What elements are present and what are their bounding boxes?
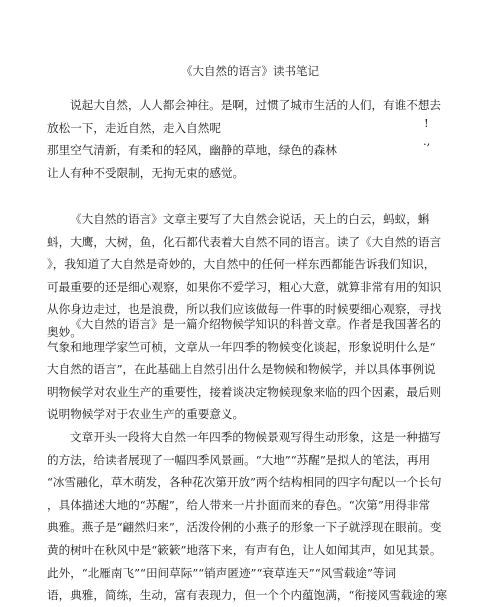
paragraph-line: 放松一下，走近自然，走入自然呢 [47,120,221,135]
paragraph-line: 典雅。燕子是“翩然归来”，活泼伶俐的小燕子的形象一下子就浮现在眼前。变 [47,520,442,535]
paragraph-line: 从你身边走过，也是浪费，所以我们应该做每一件事的时候要细心观察，寻找 [47,302,442,317]
paragraph-line: 文章开头一段将大自然一年四季的物候景观写得生动形象，这是一种描写 [70,430,442,444]
paragraph-3 [47,313,457,426]
paragraph-line: 《大自然的语言》文章主要写了大自然会说话，天上的白云，蚂蚁，蝌 [70,212,430,226]
paragraph-line: “冰雪融化，草木萌发，各种花次第开放”两个结构相同的四字句配以一个长句 [47,475,442,490]
document-title: 《大自然的语言》读书笔记 [181,64,319,78]
paragraph-line: 的方法，给读者展现了一幅四季风景画。“大地”“苏醒”是拟人的笔法，再用 [47,452,431,467]
paragraph-line: 让人有种不受限制，无拘无束的感觉。 [47,165,245,180]
paragraph-line: 气象和地理学家竺可桢，文章从一年四季的物候变化谈起，形象说明什么是“ [47,339,436,354]
paragraph-line: 奥妙。 [47,324,82,339]
paragraph-line: 》，我知道了大自然是奇妙的，大自然中的任何一样东西都能告诉我们知识， [47,257,436,272]
paragraph-line: 明物候学对农业生产的重要性，接着谈决定物候现象来临的四个因素，最后则 [47,384,442,399]
paragraph-line: 语，典雅，简练，生动，富有表现力，但一个个内蕴饱满，“衔接风雪载途的寒 [47,588,448,603]
stray-mark: ! [424,116,429,130]
paragraph-line: 黄的树叶在秋风中是“簌簌”地落下来，有声有色，让人如闻其声，如见其景。 [47,542,442,557]
stray-mark: ., [423,134,431,148]
paragraph-1 [47,94,457,184]
paragraph-4 [47,426,457,607]
paragraph-line: 可最重要的还是细心观察，如果你不爱学习，粗心大意，就算非常有用的知识 [47,279,442,294]
paragraph-line: ，具体描述大地的“苏醒”，给人带来一片扑面而来的春色。“次第”用得非常 [47,497,431,512]
paragraph-line: 那里空气清新，有柔和的轻风，幽静的草地，绿色的森林 [47,143,337,158]
paragraph-line: 说起大自然，人人都会神往。是啊，过惯了城市生活的人们，有谁不想去 [70,98,442,112]
paragraph-line: 大自然的语言”，在此基础上自然引出什么是物候和物候学，并以具体事例说 [47,362,436,377]
paragraph-line: 蚪，大鹰，大树，鱼，化石都代表着大自然不同的语言。读了《大自然的语言 [47,234,442,249]
paragraph-line: 《大自然的语言》是一篇介绍物候学知识的科普文章。作者是我国著名的 [70,317,442,331]
paragraph-line: 说明物候学对于农业生产的重要意义。 [47,407,245,422]
paragraph-line: 此外，“北雁南飞”“田间草际”“销声匿迹”“衰草连天”“风雪载途”等词 [47,565,397,580]
